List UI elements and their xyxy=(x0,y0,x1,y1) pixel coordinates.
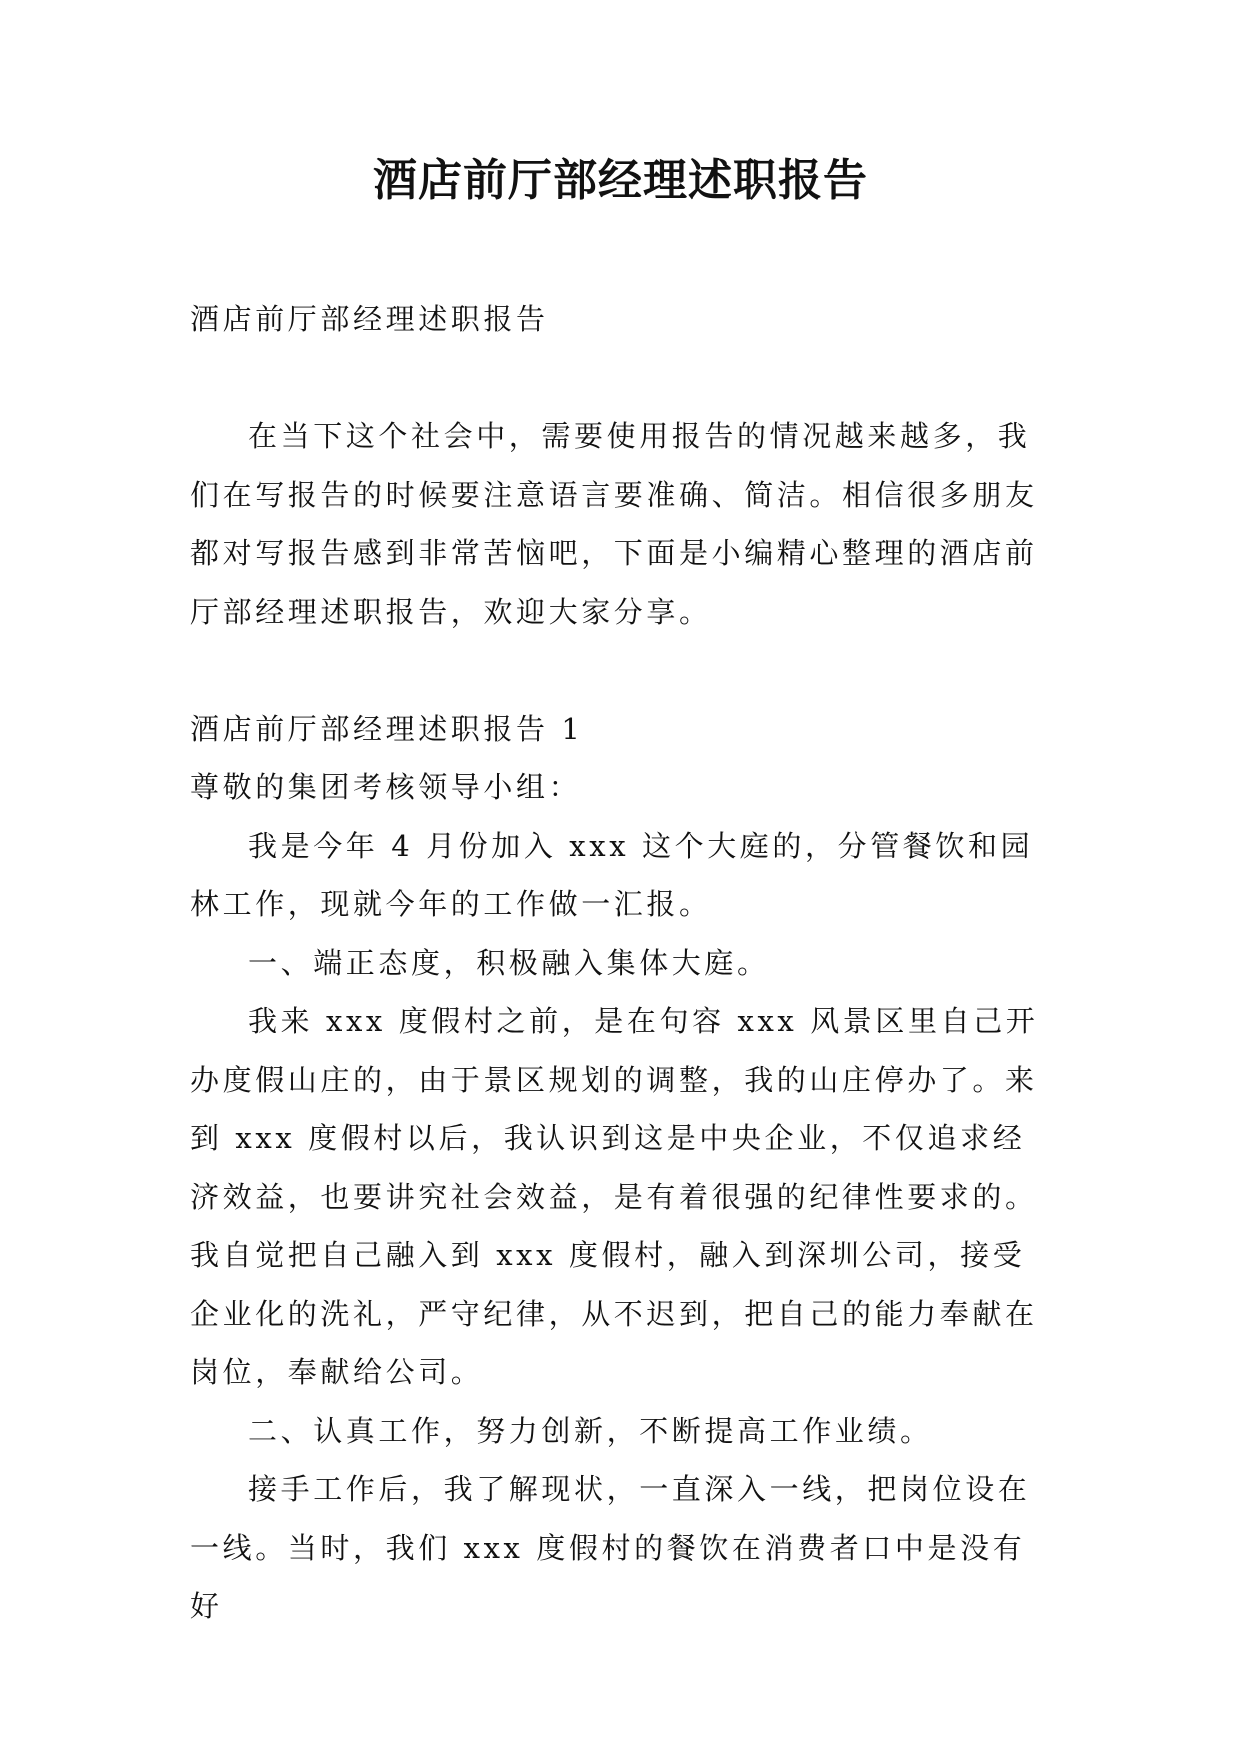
section-heading-2: 二、认真工作，努力创新，不断提高工作业绩。 xyxy=(248,1413,933,1448)
document-body xyxy=(190,290,1050,1636)
section-title: 酒店前厅部经理述职报告 1 xyxy=(190,711,584,746)
body-paragraph: 我是今年 4 月份加入 xxx 这个大庭的，分管餐饮和园林工作，现就今年的工作做一汇报。 xyxy=(190,828,1034,921)
section-heading-1: 一、端正态度，积极融入集体大庭。 xyxy=(248,945,770,980)
body-paragraph: 接手工作后，我了解现状，一直深入一线，把岗位设在一线。当时，我们 xxx 度假村的餐饮在消费者口中是没有好 xyxy=(190,1472,1031,1623)
document-subtitle: 酒店前厅部经理述职报告 xyxy=(190,302,549,336)
document-title: 酒店前厅部经理述职报告 xyxy=(373,155,868,206)
intro-paragraph: 在当下这个社会中，需要使用报告的情况越来越多，我们在写报告的时候要注意语言要准确、简洁。相信很多朋友都对写报告感到非常苦恼吧，下面是小编精心整理的酒店前厅部经理述职报告，欢迎大家分享。 xyxy=(190,419,1038,629)
body-paragraph: 我来 xxx 度假村之前，是在句容 xxx 风景区里自己开办度假山庄的，由于景区规划的调整，我的山庄停办了。来到 xxx 度假村以后，我认识到这是中央企业，不仅追求经济效益，也要讲究社会效益，是有着很强的纪律性要求的。我自觉把自己融入到 xxx 度假村，融入到深圳公司，接受企业化的洗礼，严守纪律，从不迟到，把自己的能力奉献在岗位，奉献给公司。 xyxy=(190,1004,1039,1389)
salutation: 尊敬的集团考核领导小组： xyxy=(190,770,582,804)
